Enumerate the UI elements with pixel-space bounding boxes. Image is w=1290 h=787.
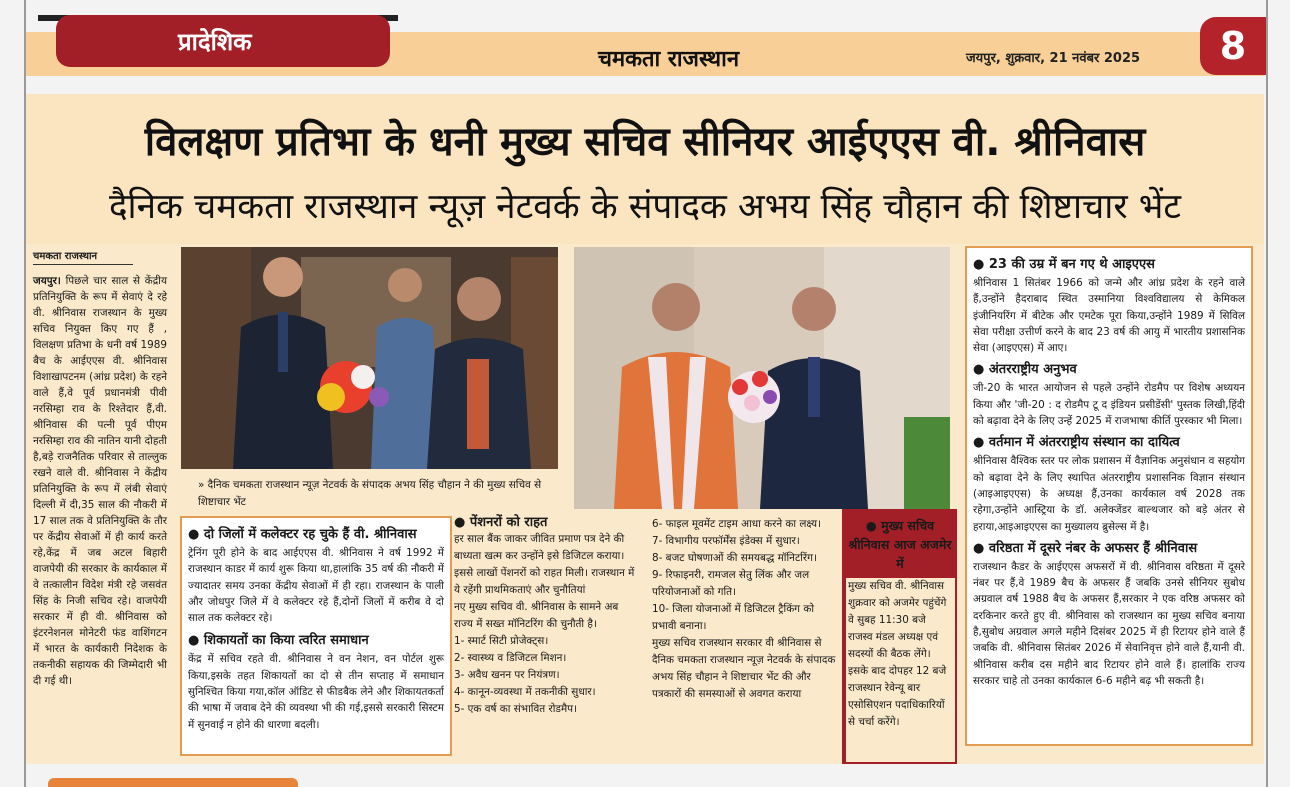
pension-heading-text: पेंशनरों को राहत [469,515,548,530]
institute-heading: ● वर्तमान में अंतरराष्ट्रीय संस्थान का दायित्व [973,435,1180,451]
list-item: 7- विभागीय परफॉर्मेंस इंडेक्स में सुधार। [652,535,800,547]
ajmer-heading: ● मुख्य सचिव श्रीनिवास आज अजमेर में [848,518,952,571]
next-article-tab [48,778,298,787]
lead-paragraph [33,273,167,689]
list-item: 9- रिफाइनरी, रामजल सेतु लिंक और जल परियोजनाओं को गति। [652,569,810,598]
list-item: 2- स्वास्थ्य व डिजिटल मिशन। [454,652,567,664]
section-tab [56,15,390,67]
list-item: 6- फाइल मूवमेंट टाइम आधा करने का लक्ष्य। [652,518,822,530]
list-item: 8- बजट घोषणाओं की समयबद्ध मॉनिटरिंग। [652,552,817,564]
masthead-title: चमकता राजस्थान [598,47,740,72]
institute-heading-text: वर्तमान में अंतरराष्ट्रीय संस्थान का दायित्व [988,435,1180,451]
dateline: जयपुर। [33,275,61,287]
seniority-heading: ● वरिष्ठता में दूसरे नंबर के अफसर हैं श्रीनिवास [973,540,1198,556]
section-label: प्रादेशिक [178,28,252,56]
photo-caption: » दैनिक चमकता राजस्थान न्यूज़ नेटवर्क के संपादक अभय सिंह चौहान ने की मुख्य सचिव से शिष्टाचार भेंट [198,479,542,508]
pension-text: हर साल बैंक जाकर जीवित प्रमाण पत्र देने की बाध्यता खत्म कर उन्होंने इसे डिजिटल कराया। इससे लाखों पेंशनरों को राहत मिली। राजस्थान में ये रहेंगी प्राथमिकताएं और चुनौतियां [454,533,635,596]
issue-date: जयपुर, शुक्रवार, 21 नवंबर 2025 [966,51,1141,66]
intl-heading-text: अंतरराष्ट्रीय अनुभव [988,362,1077,378]
age-text: श्रीनिवास 1 सितंबर 1966 को जन्मे और आंध्र प्रदेश के रहने वाले हैं,उन्होंने हैदराबाद स्थित उस्मानिया विश्वविद्यालय से केमिकल इंजीनियरिंग में बीटेक और एमटेक पूरा किया,उन्होंने 1989 में सिविल सेवा परीक्षा उत्तीर्ण करने के बाद 23 वर्ष की आयु में भारतीय प्रशासनिक सेवा (आइएएस) में आए। [973,277,1245,355]
intl-heading: ● अंतरराष्ट्रीय अनुभव [973,362,1077,378]
intl-text: जी-20 के भारत आयोजन से पहले उन्होंने रोडमैप पर विशेष अध्ययन किया और 'जी-20 : द रोडमैप टू द इंडियन प्रसीडेंसी' पुस्तक लिखी,हिंदी को बढ़ावा देने के लिए उन्हें 2025 में राजभाषा कीर्ति पुरस्कार भी मिला। [973,382,1245,428]
seniority-heading-text: वरिष्ठता में दूसरे नंबर के अफसर हैं श्रीनिवास [988,540,1198,556]
list-item: 5- एक वर्ष का संभावित रोडमैप। [454,703,578,715]
list-item: 10- जिला योजनाओं में डिजिटल ट्रैकिंग को प्रभावी बनाना। [652,603,815,632]
list-item: 1- स्मार्ट सिटी प्रोजेक्ट्स। [454,635,549,647]
subheadline: दैनिक चमकता राजस्थान न्यूज़ नेटवर्क के संपादक अभय सिंह चौहान की शिष्टाचार भेंट [108,187,1182,227]
profile-box [965,246,1253,746]
pension-text-2: नए मुख्य सचिव वी. श्रीनिवास के सामने अब राज्य में सख्त मॉनिटरिंग की चुनौती है। [454,601,619,630]
headline: विलक्षण प्रतिभा के धनी मुख्य सचिव सीनियर आईएएस वी. श्रीनिवास [144,119,1146,165]
age-heading: ● 23 की उम्र में बन गए थे आइएएस [973,257,1155,272]
pension-heading: ● पेंशनरों को राहत [454,515,548,530]
photo-meeting-office [181,247,558,469]
photo-illustration-1 [181,247,558,469]
priorities-closing: मुख्य सचिव राजस्थान सरकार वी श्रीनिवास से दैनिक चमकता राजस्थान न्यूज़ नेटवर्क के संपादक अभय सिंह चौहान ने शिष्टाचार भेंट की और पत्रकारों की समस्याओं से अवगत कराया [652,637,836,700]
grievance-heading-text: शिकायतों का किया त्वरित समाधान [203,633,369,649]
collector-text: ट्रेनिंग पूरी होने के बाद आईएएस वी. श्रीनिवास ने वर्ष 1992 में राजस्थान काडर में कार्य शुरू किया था,हालांकि 35 वर्ष की नौकरी में ज्यादातर समय उनका केंद्रीय सेवाओं में ही रहा। राजस्थान के पाली और जोधपुर जिले में वे कलेक्टर रहे हैं,दोनों जिलों में करीब वे दो साल तक कलेक्टर रहे। [188,547,444,625]
lead-column [33,248,167,689]
priorities-column [652,516,836,703]
photo-caption-text: दैनिक चमकता राजस्थान न्यूज़ नेटवर्क के संपादक अभय सिंह चौहान ने की मुख्य सचिव से शिष्टाचार भेंट [198,479,542,508]
age-heading-text: 23 की उम्र में बन गए थे आइएएस [988,257,1155,272]
pension-column [454,514,638,718]
byline: चमकता राजस्थान [33,248,133,265]
photo-bouquet-meeting [574,247,950,509]
ajmer-heading-text: मुख्य सचिव श्रीनिवास आज अजमेर में [848,518,952,571]
grievance-text: केंद्र में सचिव रहते वी. श्रीनिवास ने वन नेशन, वन पोर्टल शुरू किया,इसके तहत शिकायतों का दो से तीन सप्ताह में समाधान सुनिश्चित किया गया,कॉल ऑडिट से फीडबैक लेने और शिकायतकर्ता की भाषा में जवाब देने की व्यवस्था भी की गई,इससे सरकारी सिस्टम में सुनवाई न होने की धारणा बदली। [188,653,444,731]
page-number: 8 [1200,17,1266,75]
collector-box [180,516,452,756]
collector-heading: ● दो जिलों में कलेक्टर रह चुके हैं वी. श्रीनिवास [188,527,417,542]
collector-heading-text: दो जिलों में कलेक्टर रह चुके हैं वी. श्रीनिवास [203,527,417,542]
ajmer-text: मुख्य सचिव वी. श्रीनिवास शुक्रवार को अजमेर पहुंचेंगे वे सुबह 11:30 बजे राजस्व मंडल अध्यक्ष एवं सदस्यों की बैठक लेंगे। इसके बाद दोपहर 12 बजे राजस्थान रेवेन्यू बार एसोसिएशन पदाधिकारियों से चर्चा करेंगे। [846,578,955,762]
photo-illustration-2 [574,247,950,509]
list-item: 4- कानून-व्यवस्था में तकनीकी सुधार। [454,686,596,698]
lead-text: पिछले चार साल से केंद्रीय प्रतिनियुक्ति के रूप में सेवाएं दे रहे वी. श्रीनिवास राजस्थान के मुख्य सचिव नियुक्त किए गए हैं , विलक्षण प्रतिभा के धनी वर्ष 1989 बैच के आईएएस वी. श्रीनिवास विशाखापटनम (आंध्र प्रदेश) के रहने वाले हैं,वे पूर्व प्रधानमंत्री पीवी नरसिम्हा राव के रिश्तेदार हैं,वी. श्रीनिवास की पत्नी पूर्व पीएम नरसिम्हा राव की नातिन यानी दोहती है,बड़े राजनैतिक परिवार से ताल्लुक रखने वाले वी. श्रीनिवास ने केंद्रीय प्रतिनियुक्ति के रूप में लंबी सेवाएं दिल्ली में दी,35 साल की नौकरी में 17 साल तक वे प्रतिनियुक्ति के तौर पर केंद्रीय सेवाओं में ही कार्य करते रहे,केंद्र में जब अटल बिहारी वाजपेयी की सरकार के कार्यकाल में वे तत्कालीन विदेश मंत्री रहे जसवंत सिंह के निजी सचिव रहे। वाजपेयी सरकार में ही वी. श्रीनिवास को इंटरनेशनल मोनेटरी फंड वाशिंगटन में भारत के कार्यकारी निदेशक के तकनीकी सहायक की जिम्मेदारी भी दी गई थी। [33,275,167,687]
list-item: 3- अवैध खनन पर नियंत्रण। [454,669,560,681]
grievance-heading: ● शिकायतों का किया त्वरित समाधान [188,633,369,649]
institute-text: श्रीनिवास वैश्विक स्तर पर लोक प्रशासन में वैज्ञानिक अनुसंधान व सहयोग को बढ़ावा देने के लिए स्थापित अंतरराष्ट्रीय प्रशासनिक विज्ञान संस्थान (आइआइएएस) के अध्यक्ष हैं,उनका कार्यकाल वर्ष 2028 तक रहेगा,उन्होंने आस्ट्रिया के डॉ. अलेक्जेंडर बाल्थजार को बड़े अंतर से हराया,आइआइएएस का मुख्यालय ब्रुसेल्स में है। [973,455,1245,533]
seniority-text: राजस्थान कैडर के आईएएस अफसरों में वी. श्रीनिवास वरिष्ठता में दूसरे नंबर पर हैं,वे 1989 बैच के अफसर हैं जबकि उनसे सीनियर सुबोध अग्रवाल वर्ष 1988 बैच के अफसर हैं,सरकार ने एक वरिष्ठ अफसर को दरकिनार करते हुए वी. श्रीनिवास को राजस्थान का मुख्य सचिव बनाया है,सुबोध अग्रवाल अगले महीने दिसंबर 2025 में ही रिटायर होने वाले हैं जबकि वी. श्रीनिवास सितंबर 2026 में सेवानिवृत्त होने वाले हैं,यानी वी. श्रीनिवास करीब दस महीने बाद रिटायर होने वाले हैं। हालांकि राज्य सरकार चाहे तो उनका कार्यकाल 6-6 महीने बढ़ भी सकती है। [973,560,1245,687]
